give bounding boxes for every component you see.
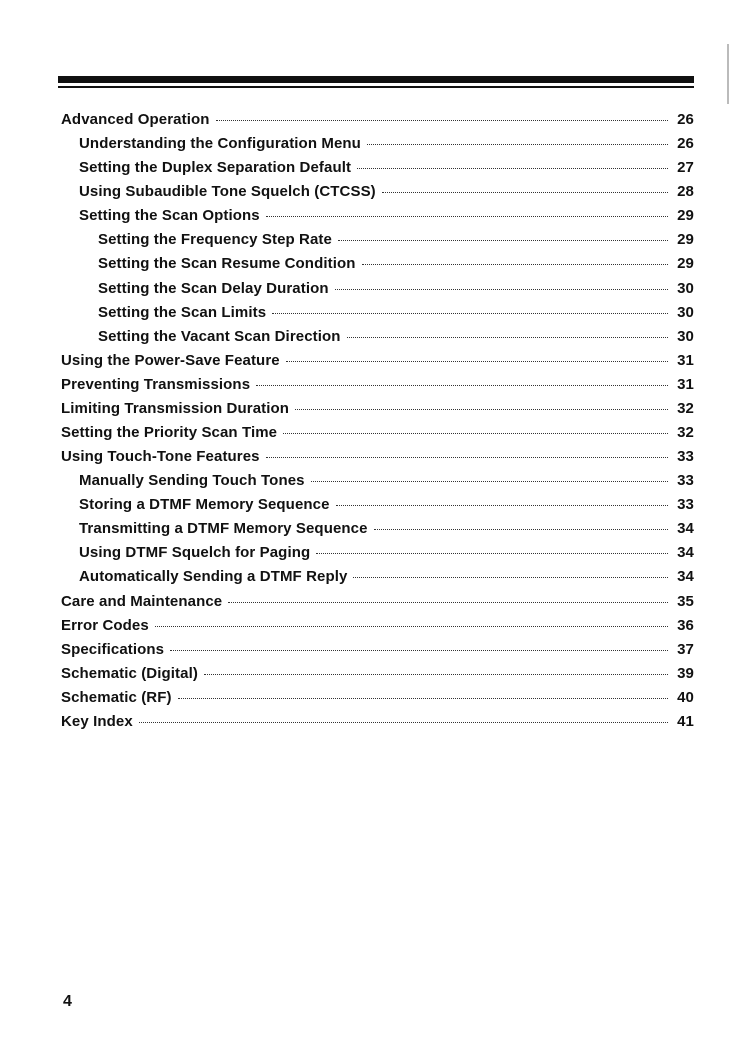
toc-entry-page: 34 bbox=[677, 568, 694, 586]
header-rule-thin bbox=[58, 86, 694, 88]
toc-entry bbox=[0, 641, 734, 665]
toc-dot-leader bbox=[338, 240, 668, 241]
toc-entry-page: 37 bbox=[677, 640, 694, 658]
toc-entry-title: Schematic (Digital) bbox=[61, 664, 198, 682]
toc-dot-leader bbox=[295, 409, 668, 410]
toc-dot-leader bbox=[266, 457, 668, 458]
toc-dot-leader bbox=[353, 577, 668, 578]
toc-dot-leader bbox=[256, 385, 668, 386]
toc-entry bbox=[0, 689, 734, 713]
toc-entry-title: Manually Sending Touch Tones bbox=[79, 472, 305, 490]
toc-entry bbox=[0, 280, 734, 304]
toc-dot-leader bbox=[155, 626, 668, 627]
toc-dot-leader bbox=[357, 168, 668, 169]
toc-entry-title: Using Touch-Tone Features bbox=[61, 448, 260, 466]
toc-dot-leader bbox=[382, 192, 668, 193]
toc-dot-leader bbox=[286, 361, 668, 362]
page-number: 4 bbox=[63, 993, 72, 1010]
toc-dot-leader bbox=[362, 264, 669, 265]
toc-entry-page: 34 bbox=[677, 520, 694, 538]
toc-entry-title: Using Subaudible Tone Squelch (CTCSS) bbox=[79, 183, 376, 201]
toc-entry-title: Understanding the Configuration Menu bbox=[79, 135, 361, 153]
toc-entry-title: Care and Maintenance bbox=[61, 592, 223, 610]
toc-entry-page: 31 bbox=[677, 375, 694, 393]
toc-entry-title: Setting the Duplex Separation Default bbox=[79, 159, 352, 177]
toc-entry-title: Setting the Scan Delay Duration bbox=[98, 279, 329, 297]
toc-entry-title: Setting the Scan Options bbox=[79, 207, 260, 225]
toc-entry bbox=[0, 376, 734, 400]
toc-entry-page: 32 bbox=[677, 399, 694, 417]
toc-entry-title: Setting the Frequency Step Rate bbox=[98, 231, 332, 249]
table-of-contents bbox=[0, 111, 734, 737]
toc-dot-leader bbox=[316, 553, 668, 554]
toc-entry-page: 27 bbox=[677, 159, 694, 177]
toc-entry-title: Limiting Transmission Duration bbox=[61, 399, 290, 417]
toc-dot-leader bbox=[272, 313, 668, 314]
toc-entry bbox=[0, 304, 734, 328]
toc-dot-leader bbox=[170, 650, 668, 651]
toc-entry-title: Key Index bbox=[61, 712, 133, 730]
toc-entry bbox=[0, 135, 734, 159]
toc-entry-page: 32 bbox=[677, 424, 694, 442]
toc-entry-title: Schematic (RF) bbox=[61, 688, 172, 706]
toc-entry bbox=[0, 111, 734, 135]
toc-entry bbox=[0, 713, 734, 737]
toc-entry-title: Error Codes bbox=[61, 616, 149, 634]
toc-entry-page: 36 bbox=[677, 616, 694, 634]
toc-entry-page: 29 bbox=[677, 207, 694, 225]
toc-dot-leader bbox=[228, 602, 668, 603]
toc-dot-leader bbox=[283, 433, 668, 434]
toc-entry bbox=[0, 424, 734, 448]
toc-entry bbox=[0, 496, 734, 520]
toc-entry bbox=[0, 665, 734, 689]
toc-dot-leader bbox=[347, 337, 668, 338]
toc-entry-title: Setting the Priority Scan Time bbox=[61, 424, 278, 442]
toc-entry-title: Using DTMF Squelch for Paging bbox=[79, 544, 311, 562]
toc-entry-page: 29 bbox=[677, 255, 694, 273]
toc-dot-leader bbox=[139, 722, 668, 723]
toc-entry-title: Advanced Operation bbox=[61, 111, 210, 128]
scan-edge-mark bbox=[727, 44, 729, 104]
toc-entry-page: 30 bbox=[677, 303, 694, 321]
toc-entry-page: 26 bbox=[677, 135, 694, 153]
toc-entry-page: 35 bbox=[677, 592, 694, 610]
toc-entry-title: Transmitting a DTMF Memory Sequence bbox=[79, 520, 368, 538]
toc-entry bbox=[0, 352, 734, 376]
toc-entry-title: Preventing Transmissions bbox=[61, 375, 251, 393]
header-rule-thick bbox=[58, 76, 694, 83]
toc-dot-leader bbox=[311, 481, 668, 482]
toc-dot-leader bbox=[367, 144, 668, 145]
toc-dot-leader bbox=[216, 120, 669, 121]
toc-entry bbox=[0, 544, 734, 568]
toc-entry-page: 31 bbox=[677, 351, 694, 369]
toc-entry-title: Setting the Scan Resume Condition bbox=[98, 255, 356, 273]
toc-entry-page: 33 bbox=[677, 496, 694, 514]
toc-dot-leader bbox=[336, 505, 668, 506]
toc-entry-title: Setting the Vacant Scan Direction bbox=[98, 327, 341, 345]
toc-entry bbox=[0, 328, 734, 352]
toc-entry bbox=[0, 255, 734, 279]
toc-dot-leader bbox=[266, 216, 668, 217]
toc-entry bbox=[0, 568, 734, 592]
toc-entry-page: 33 bbox=[677, 472, 694, 490]
toc-entry-title: Setting the Scan Limits bbox=[98, 303, 267, 321]
toc-entry bbox=[0, 448, 734, 472]
toc-dot-leader bbox=[204, 674, 668, 675]
toc-entry bbox=[0, 472, 734, 496]
toc-entry-page: 30 bbox=[677, 327, 694, 345]
toc-entry bbox=[0, 207, 734, 231]
toc-entry bbox=[0, 520, 734, 544]
toc-entry-page: 39 bbox=[677, 664, 694, 682]
toc-entry bbox=[0, 183, 734, 207]
toc-entry-page: 41 bbox=[677, 712, 694, 730]
toc-entry bbox=[0, 593, 734, 617]
toc-entry-page: 28 bbox=[677, 183, 694, 201]
toc-entry-title: Specifications bbox=[61, 640, 165, 658]
toc-entry-title: Storing a DTMF Memory Sequence bbox=[79, 496, 330, 514]
toc-dot-leader bbox=[335, 289, 668, 290]
toc-entry-page: 33 bbox=[677, 448, 694, 466]
toc-entry-title: Using the Power-Save Feature bbox=[61, 351, 280, 369]
toc-entry bbox=[0, 159, 734, 183]
toc-entry-page: 40 bbox=[677, 688, 694, 706]
toc-entry-page: 26 bbox=[677, 111, 694, 128]
toc-entry bbox=[0, 617, 734, 641]
toc-entry-page: 29 bbox=[677, 231, 694, 249]
toc-dot-leader bbox=[178, 698, 668, 699]
toc-entry-page: 34 bbox=[677, 544, 694, 562]
toc-entry-page: 30 bbox=[677, 279, 694, 297]
toc-dot-leader bbox=[374, 529, 668, 530]
toc-entry bbox=[0, 400, 734, 424]
toc-entry bbox=[0, 231, 734, 255]
toc-entry-title: Automatically Sending a DTMF Reply bbox=[79, 568, 348, 586]
